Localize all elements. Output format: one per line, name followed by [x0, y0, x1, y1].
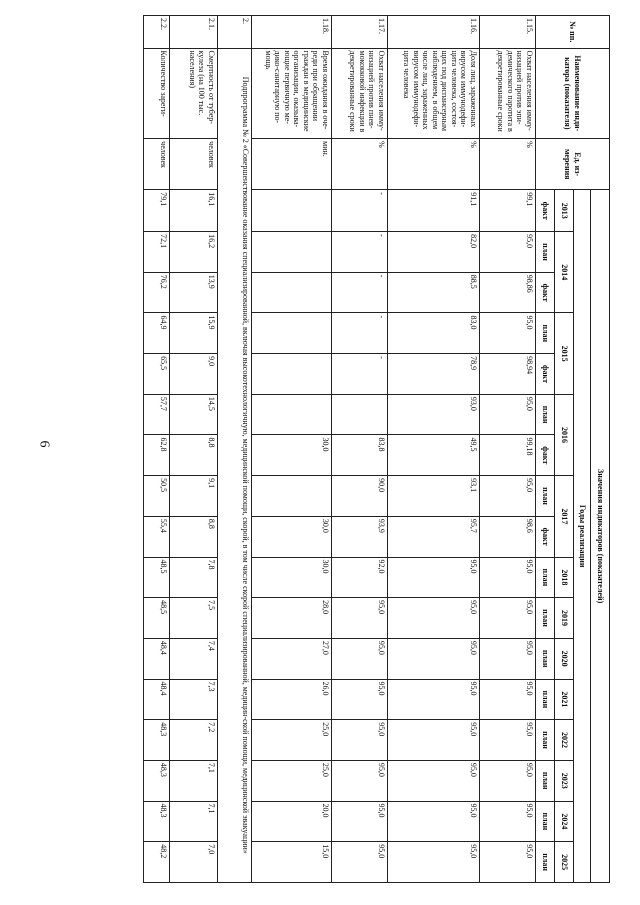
value-cell: 95,0 [480, 842, 536, 883]
value-cell: 30,0 [252, 516, 332, 557]
value-cell: 95,0 [480, 679, 536, 720]
value-cell [252, 476, 332, 517]
value-cell: 93,1 [388, 476, 480, 517]
value-cell: 95,0 [332, 679, 388, 720]
header-plan: план [536, 638, 555, 679]
header-year: 2015 [555, 313, 574, 394]
indicators-table [143, 15, 610, 883]
unit-cell: % [388, 139, 480, 190]
table-row [170, 16, 218, 883]
header-fact: факт [536, 272, 555, 313]
section-row [218, 16, 252, 883]
value-cell: 98,6 [480, 516, 536, 557]
value-cell: 25,0 [252, 760, 332, 801]
header-plan: план [536, 394, 555, 435]
value-cell: 95,0 [332, 598, 388, 639]
section-title: Подпрограмма № 2 «Совершенствование оказания специализированной, включая высокотехнологичную, медицинской помощи, скорой, в том числе скорой специализированной, медицин-ской помощи, медицинской эвакуации» [218, 48, 252, 882]
value-cell: 16,2 [170, 232, 218, 273]
row-number: 2.2. [144, 16, 170, 49]
value-cell [252, 394, 332, 435]
value-cell: 95,0 [480, 720, 536, 761]
value-cell: 48,4 [144, 679, 170, 720]
value-cell: 91,1 [388, 190, 480, 232]
value-cell: 13,9 [170, 272, 218, 313]
value-cell: - [332, 354, 388, 395]
unit-cell: % [480, 139, 536, 190]
header-num: № пп. [536, 16, 610, 49]
value-cell: 95,0 [388, 679, 480, 720]
value-cell: 95,0 [480, 232, 536, 273]
unit-cell: человек [144, 139, 170, 190]
value-cell: 7,1 [170, 801, 218, 842]
value-cell: 95,0 [332, 842, 388, 883]
value-cell [252, 313, 332, 354]
row-number: 2.1. [170, 16, 218, 49]
header-year: 2017 [555, 476, 574, 557]
value-cell: 79,1 [144, 190, 170, 232]
value-cell: 83,8 [332, 435, 388, 476]
header-year: 2020 [555, 638, 574, 679]
value-cell: 62,8 [144, 435, 170, 476]
value-cell: 57,7 [144, 394, 170, 435]
indicator-name: Время ожидания в оче-реди при обращении граждан в медицинские организации, оказыва-ющие первичную ме-дико-санитарную по-мощь [252, 48, 332, 139]
value-cell: 95,0 [388, 801, 480, 842]
header-year: 2013 [555, 190, 574, 232]
value-cell: 95,0 [388, 557, 480, 598]
row-number: 1.16. [388, 16, 480, 49]
value-cell: 95,0 [480, 394, 536, 435]
value-cell: 48,4 [144, 638, 170, 679]
value-cell: 95,7 [388, 516, 480, 557]
value-cell: 83,0 [388, 313, 480, 354]
indicator-name: Охват населения имму-низацией против пнев-мококковой инфекции в декретированные сроки [332, 48, 388, 139]
value-cell: 93,0 [388, 394, 480, 435]
value-cell: 99,1 [480, 190, 536, 232]
value-cell: 95,0 [332, 638, 388, 679]
value-cell: 15,9 [170, 313, 218, 354]
value-cell: 95,0 [480, 598, 536, 639]
value-cell: 82,0 [388, 232, 480, 273]
header-plan: план [536, 313, 555, 354]
header-year: 2023 [555, 760, 574, 801]
value-cell: 95,0 [388, 720, 480, 761]
header-name: Наименование инди-катора (показателя) [536, 48, 610, 139]
value-cell: 95,0 [388, 638, 480, 679]
value-cell: 99,18 [480, 435, 536, 476]
value-cell [332, 394, 388, 435]
value-cell: 48,3 [144, 760, 170, 801]
header-unit: Ед. из-мерения [536, 139, 610, 190]
value-cell: 95,0 [480, 638, 536, 679]
header-year: 2014 [555, 232, 574, 313]
value-cell: 95,0 [388, 760, 480, 801]
value-cell: 98,94 [480, 354, 536, 395]
rotated-table-container [90, 15, 610, 883]
value-cell: 7,4 [170, 638, 218, 679]
value-cell: 14,5 [170, 394, 218, 435]
value-cell: 55,4 [144, 516, 170, 557]
value-cell: 26,0 [252, 679, 332, 720]
table-row [388, 16, 480, 883]
value-cell [252, 190, 332, 232]
value-cell: 50,5 [144, 476, 170, 517]
table-row [332, 16, 388, 883]
value-cell [252, 232, 332, 273]
value-cell: 95,0 [332, 760, 388, 801]
value-cell: 64,9 [144, 313, 170, 354]
value-cell: 30,0 [252, 557, 332, 598]
value-cell: 95,0 [480, 476, 536, 517]
value-cell: 27,0 [252, 638, 332, 679]
value-cell: 72,1 [144, 232, 170, 273]
value-cell: 95,0 [332, 801, 388, 842]
value-cell: 98,86 [480, 272, 536, 313]
header-year: 2016 [555, 394, 574, 475]
value-cell: 88,5 [388, 272, 480, 313]
value-cell: 48,3 [144, 801, 170, 842]
header-year: 2018 [555, 557, 574, 598]
header-year: 2021 [555, 679, 574, 720]
header-year: 2025 [555, 842, 574, 883]
header-year: 2022 [555, 720, 574, 761]
value-cell: 90,0 [332, 476, 388, 517]
unit-cell: человек [170, 139, 218, 190]
value-cell: 95,0 [388, 598, 480, 639]
value-cell: 25,0 [252, 720, 332, 761]
value-cell: 95,0 [388, 842, 480, 883]
value-cell [252, 354, 332, 395]
value-cell: 95,0 [480, 760, 536, 801]
value-cell: 95,0 [480, 557, 536, 598]
header-plan: план [536, 232, 555, 273]
header-years-group: Годы реализации [574, 190, 591, 883]
header-plan: план [536, 476, 555, 517]
indicator-name: Количество зареги- [144, 48, 170, 139]
value-cell: 48,3 [144, 720, 170, 761]
header-year: 2019 [555, 598, 574, 639]
header-year: 2024 [555, 801, 574, 842]
value-cell: 95,0 [332, 720, 388, 761]
unit-cell: % [332, 139, 388, 190]
value-cell: 7,0 [170, 842, 218, 883]
header-plan: план [536, 598, 555, 639]
header-fact: факт [536, 190, 555, 232]
indicator-name: Охват населения имму-низацией против эпи-демического паротита в декретированные сроки [480, 48, 536, 139]
page-number: 6 [36, 440, 52, 448]
value-cell: 95,0 [480, 801, 536, 842]
indicator-name: Доля лиц, зараженных вирусом иммунодефи-цита человека, состоя-щих под диспансерным наблюдением, в общем числе лиц, зараженных вирусом иммунодефи-цита человека [388, 48, 480, 139]
value-cell: 8,8 [170, 435, 218, 476]
header-fact: факт [536, 435, 555, 476]
row-number: 1.17. [332, 16, 388, 49]
unit-cell: мин. [252, 139, 332, 190]
indicator-name: Смертность от тубер-кулеза (на 100 тыс. населения) [170, 48, 218, 139]
value-cell: 9,1 [170, 476, 218, 517]
value-cell: 7,3 [170, 679, 218, 720]
row-number: 2. [218, 16, 252, 49]
value-cell: 48,2 [144, 842, 170, 883]
value-cell: 48,5 [144, 557, 170, 598]
value-cell: 48,5 [144, 598, 170, 639]
value-cell: 20,0 [252, 801, 332, 842]
value-cell: - [332, 272, 388, 313]
value-cell: 76,2 [144, 272, 170, 313]
value-cell: 8,8 [170, 516, 218, 557]
value-cell: 7,2 [170, 720, 218, 761]
header-plan: план [536, 842, 555, 883]
value-cell: 92,0 [332, 557, 388, 598]
header-plan: план [536, 557, 555, 598]
header-plan: план [536, 801, 555, 842]
value-cell: 7,8 [170, 557, 218, 598]
table-row [144, 16, 170, 883]
value-cell: 93,9 [332, 516, 388, 557]
header-plan: план [536, 760, 555, 801]
value-cell: 15,0 [252, 842, 332, 883]
header-plan: план [536, 679, 555, 720]
value-cell: 7,1 [170, 760, 218, 801]
table-row [480, 16, 536, 883]
value-cell: - [332, 313, 388, 354]
value-cell: 9,0 [170, 354, 218, 395]
value-cell: 16,1 [170, 190, 218, 232]
value-cell: 78,9 [388, 354, 480, 395]
value-cell: 28,0 [252, 598, 332, 639]
header-fact: факт [536, 516, 555, 557]
value-cell: 7,5 [170, 598, 218, 639]
value-cell [252, 272, 332, 313]
row-number: 1.15. [480, 16, 536, 49]
value-cell: 65,5 [144, 354, 170, 395]
row-number: 1.18. [252, 16, 332, 49]
value-cell: - [332, 190, 388, 232]
table-body [144, 16, 536, 883]
header-fact: факт [536, 354, 555, 395]
value-cell: 49,5 [388, 435, 480, 476]
table-row [252, 16, 332, 883]
header-plan: план [536, 720, 555, 761]
value-cell: 95,0 [480, 313, 536, 354]
header-values-group: Значения индикаторов (показателей) [591, 190, 610, 883]
value-cell: - [332, 232, 388, 273]
value-cell: 30,0 [252, 435, 332, 476]
